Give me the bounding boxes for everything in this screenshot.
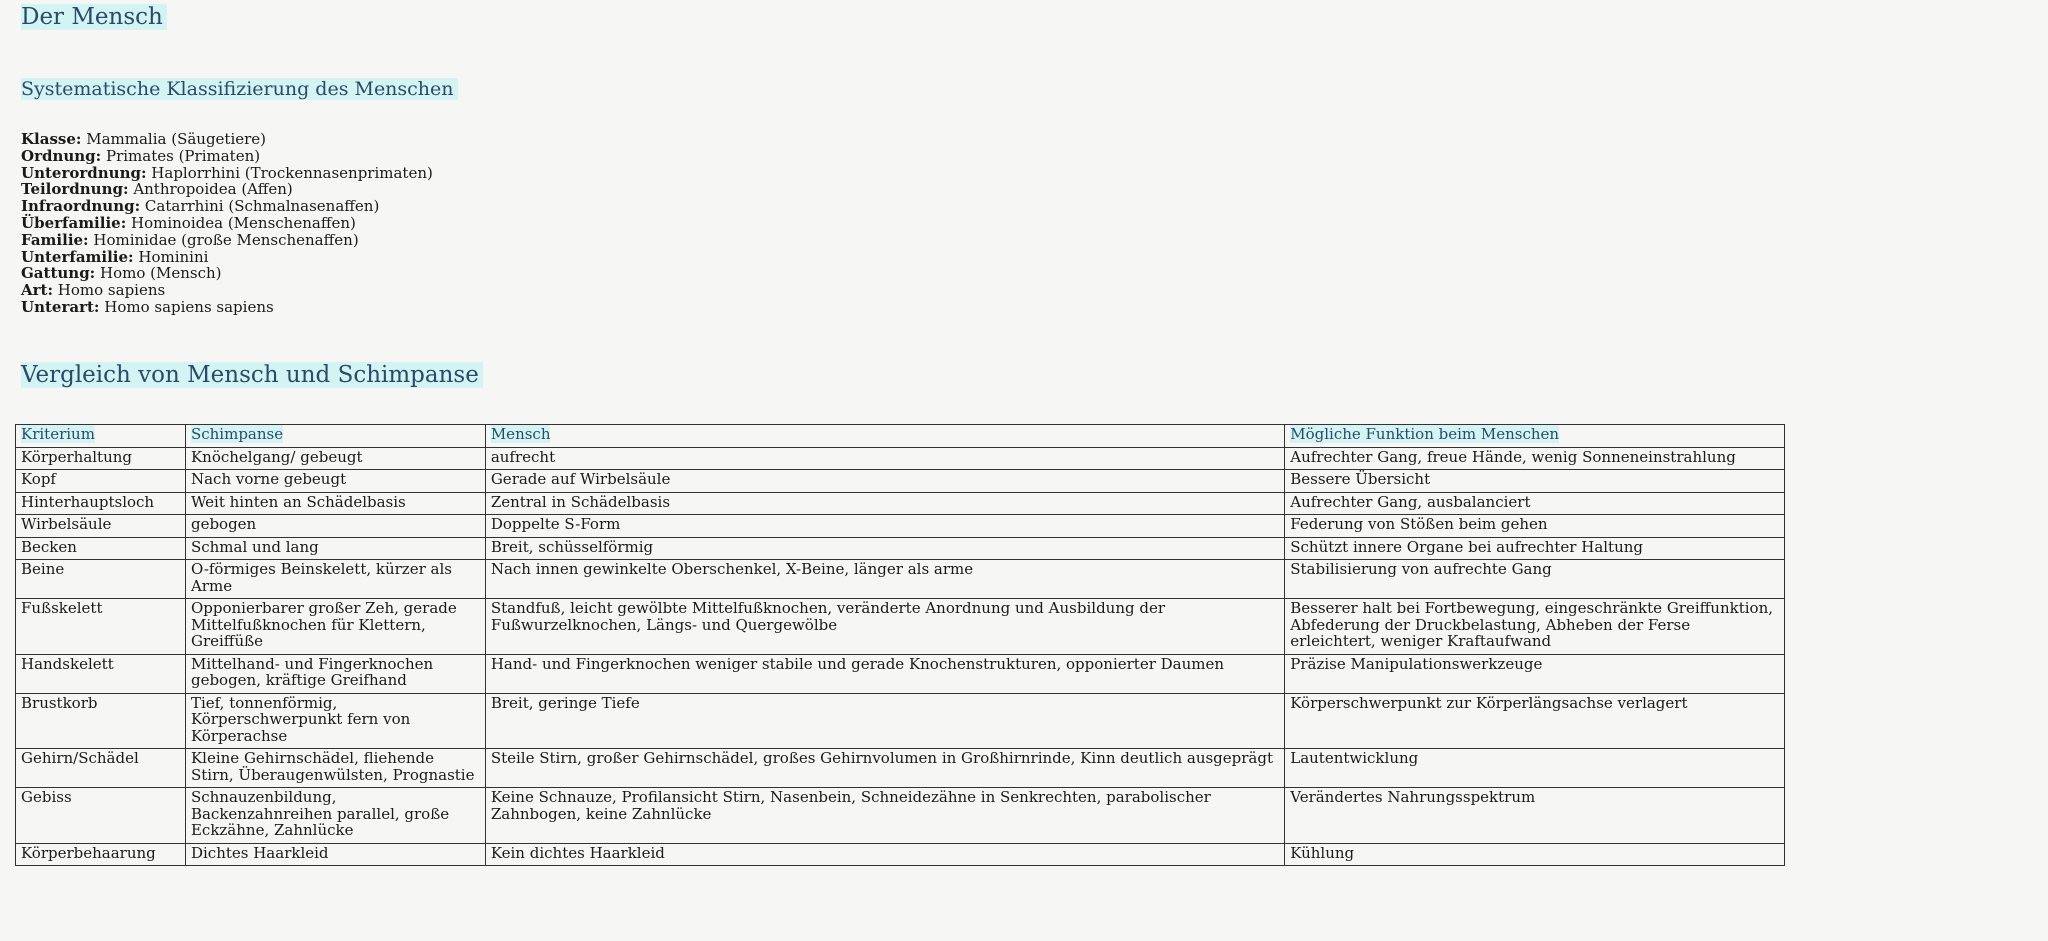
- table-cell: Verändertes Nahrungsspektrum: [1285, 788, 1785, 844]
- table-row: [16, 515, 1785, 538]
- table-cell: Schmal und lang: [185, 537, 485, 560]
- table-cell: Breit, geringe Tiefe: [485, 693, 1284, 749]
- column-header-schimpanse: Schimpanse: [185, 425, 485, 448]
- table-cell: Fußskelett: [16, 599, 186, 655]
- table-cell: Aufrechter Gang, ausbalanciert: [1285, 492, 1785, 515]
- classification-item: Teilordnung: Anthropoidea (Affen): [21, 180, 293, 199]
- table-cell: Körperbehaarung: [16, 843, 186, 866]
- table-cell: Becken: [16, 537, 186, 560]
- classification-heading: Systematische Klassifizierung des Menschen: [21, 78, 458, 100]
- table-cell: Körperhaltung: [16, 447, 186, 470]
- table-cell: Körperschwerpunkt zur Körperlängsachse verlagert: [1285, 693, 1785, 749]
- table-row: [16, 492, 1785, 515]
- table-cell: Kein dichtes Haarkleid: [485, 843, 1284, 866]
- table-cell: Brustkorb: [16, 693, 186, 749]
- table-cell: Doppelte S-Form: [485, 515, 1284, 538]
- table-cell: Gehirn/Schädel: [16, 749, 186, 788]
- table-cell: Kühlung: [1285, 843, 1785, 866]
- table-cell: Mittelhand- und Fingerknochen gebogen, kräftige Greifhand: [185, 654, 485, 693]
- table-cell: Kopf: [16, 470, 186, 493]
- classification-item: Gattung: Homo (Mensch): [21, 264, 222, 283]
- table-cell: Steile Stirn, großer Gehirnschädel, großes Gehirnvolumen in Großhirnrinde, Kinn deutlich ausgeprägt: [485, 749, 1284, 788]
- table-row: [16, 654, 1785, 693]
- table-cell: Nach vorne gebeugt: [185, 470, 485, 493]
- comparison-table: [15, 424, 1785, 866]
- table-cell: aufrecht: [485, 447, 1284, 470]
- table-row: [16, 693, 1785, 749]
- table-cell: Beine: [16, 560, 186, 599]
- table-row: [16, 788, 1785, 844]
- column-header-funktion: Mögliche Funktion beim Menschen: [1285, 425, 1785, 448]
- classification-list: [21, 131, 433, 316]
- table-row: [16, 470, 1785, 493]
- table-cell: Gerade auf Wirbelsäule: [485, 470, 1284, 493]
- table-row: [16, 843, 1785, 866]
- table-cell: Keine Schnauze, Profilansicht Stirn, Nasenbein, Schneidezähne in Senkrechten, parabolischer Zahnbogen, keine Zahnlücke: [485, 788, 1284, 844]
- table-cell: Lautentwicklung: [1285, 749, 1785, 788]
- table-cell: Hinterhauptsloch: [16, 492, 186, 515]
- classification-item: Art: Homo sapiens: [21, 281, 166, 300]
- column-header-kriterium: Kriterium: [16, 425, 186, 448]
- table-cell: Tief, tonnenförmig, Körperschwerpunkt fern von Körperachse: [185, 693, 485, 749]
- table-cell: Opponierbarer großer Zeh, gerade Mittelfußknochen für Klettern, Greiffüße: [185, 599, 485, 655]
- table-cell: Dichtes Haarkleid: [185, 843, 485, 866]
- table-cell: Zentral in Schädelbasis: [485, 492, 1284, 515]
- table-cell: Knöchelgang/ gebeugt: [185, 447, 485, 470]
- comparison-heading: Vergleich von Mensch und Schimpanse: [21, 362, 483, 388]
- table-row: [16, 749, 1785, 788]
- table-cell: Kleine Gehirnschädel, fliehende Stirn, Überaugenwülsten, Prognastie: [185, 749, 485, 788]
- table-cell: Breit, schüsselförmig: [485, 537, 1284, 560]
- page-title: Der Mensch: [21, 4, 167, 30]
- table-cell: Bessere Übersicht: [1285, 470, 1785, 493]
- classification-item: Unterart: Homo sapiens sapiens: [21, 297, 274, 316]
- table-cell: Wirbelsäule: [16, 515, 186, 538]
- table-header-row: [16, 425, 1785, 448]
- classification-item: Unterordnung: Haplorrhini (Trockennasenprimaten): [21, 163, 433, 182]
- classification-item: Überfamilie: Hominoidea (Menschenaffen): [21, 213, 356, 232]
- table-cell: Standfuß, leicht gewölbte Mittelfußknochen, veränderte Anordnung und Ausbildung der Fußwurzelknochen, Längs- und Quergewölbe: [485, 599, 1284, 655]
- table-cell: O-förmiges Beinskelett, kürzer als Arme: [185, 560, 485, 599]
- table-cell: Hand- und Fingerknochen weniger stabile und gerade Knochenstrukturen, opponierter Daumen: [485, 654, 1284, 693]
- table-row: [16, 447, 1785, 470]
- classification-item: Familie: Hominidae (große Menschenaffen): [21, 230, 359, 249]
- table-cell: Schnauzenbildung, Backenzahnreihen parallel, große Eckzähne, Zahnlücke: [185, 788, 485, 844]
- table-cell: Gebiss: [16, 788, 186, 844]
- table-row: [16, 599, 1785, 655]
- classification-item: Klasse: Mammalia (Säugetiere): [21, 130, 267, 148]
- table-row: [16, 537, 1785, 560]
- table-cell: Präzise Manipulationswerkzeuge: [1285, 654, 1785, 693]
- classification-item: Unterfamilie: Homininі: [21, 247, 209, 266]
- table-cell: Handskelett: [16, 654, 186, 693]
- table-cell: gebogen: [185, 515, 485, 538]
- table-cell: Federung von Stößen beim gehen: [1285, 515, 1785, 538]
- table-row: [16, 560, 1785, 599]
- table-cell: Weit hinten an Schädelbasis: [185, 492, 485, 515]
- column-header-mensch: Mensch: [485, 425, 1284, 448]
- classification-item: Infraordnung: Catarrhini (Schmalnasenaffen): [21, 197, 380, 216]
- classification-item: Ordnung: Primates (Primaten): [21, 146, 261, 165]
- table-cell: Aufrechter Gang, freue Hände, wenig Sonneneinstrahlung: [1285, 447, 1785, 470]
- table-cell: Schützt innere Organe bei aufrechter Haltung: [1285, 537, 1785, 560]
- table-cell: Nach innen gewinkelte Oberschenkel, X-Beine, länger als arme: [485, 560, 1284, 599]
- table-cell: Besserer halt bei Fortbewegung, eingeschränkte Greiffunktion, Abfederung der Druckbelastung, Abheben der Ferse erleichtert, weniger Kraftaufwand: [1285, 599, 1785, 655]
- table-cell: Stabilisierung von aufrechte Gang: [1285, 560, 1785, 599]
